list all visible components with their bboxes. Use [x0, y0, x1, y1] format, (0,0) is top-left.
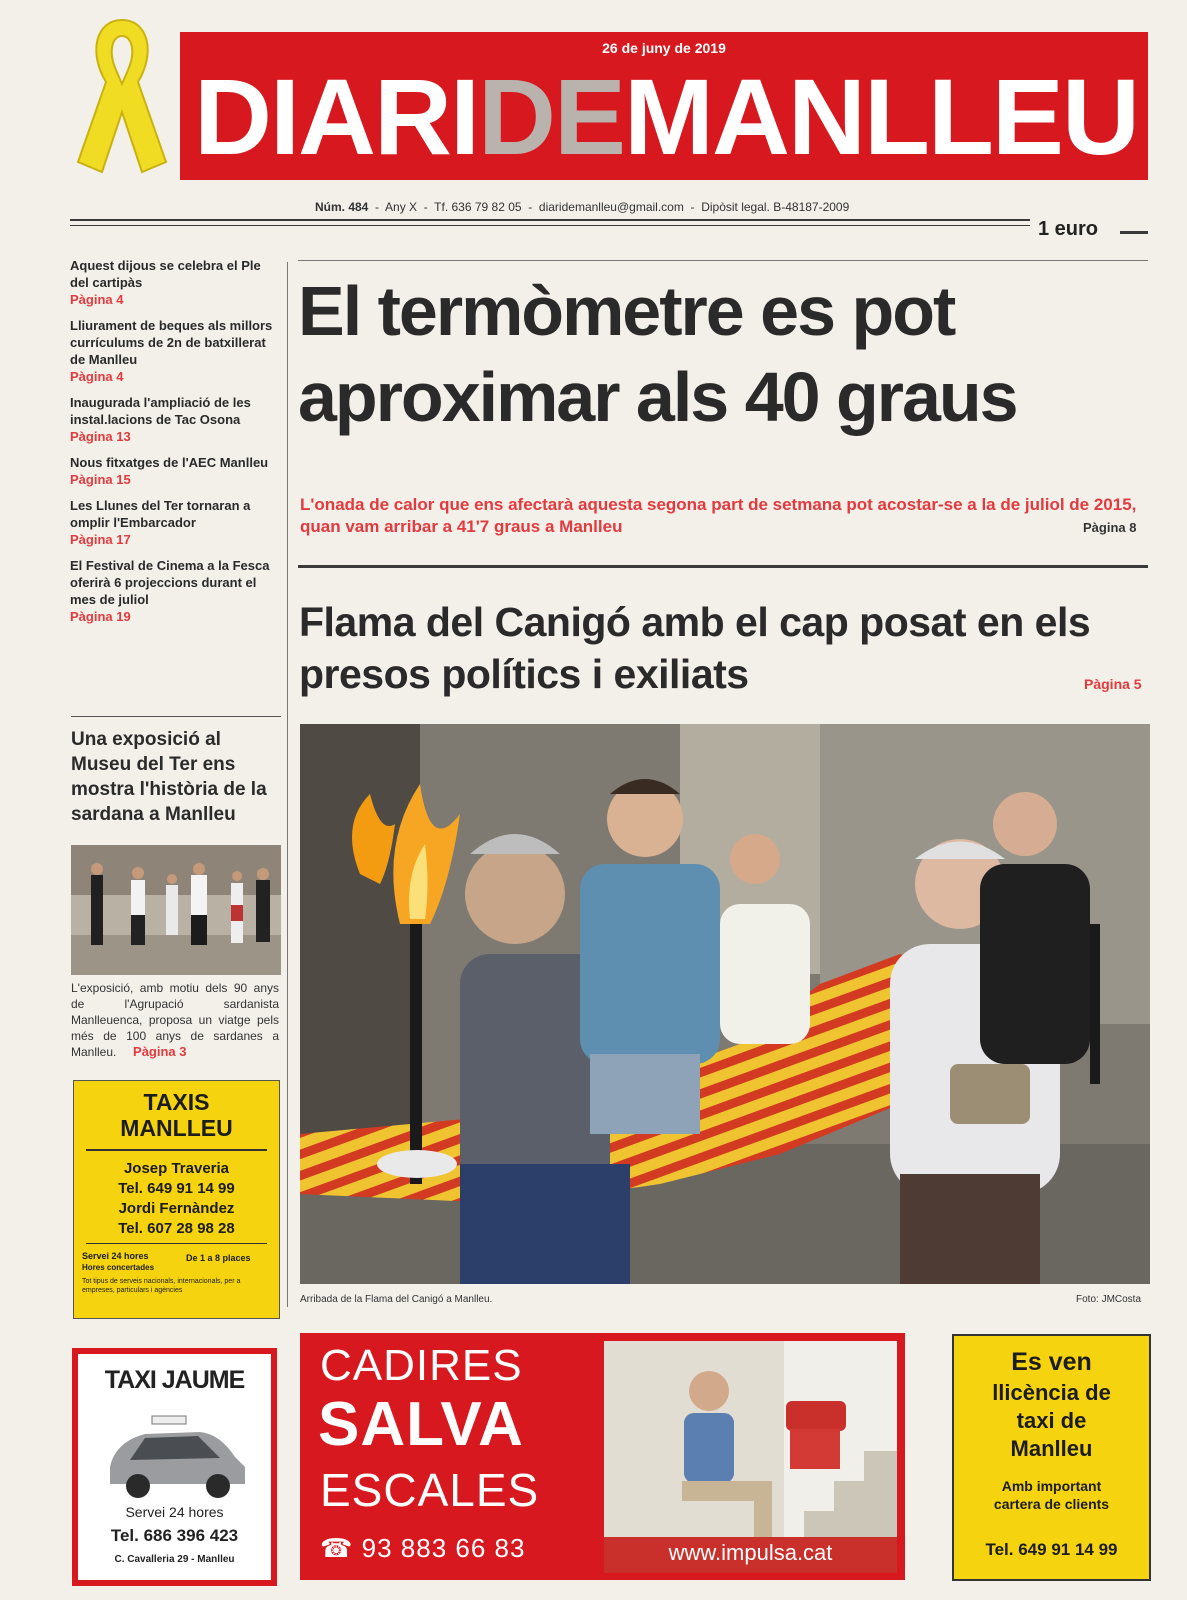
teaser-page: Pàgina 17	[70, 532, 131, 547]
teaser-text: Les Llunes del Ter tornaran a omplir l'Embarcador	[70, 498, 251, 530]
yellow-ribbon-icon	[66, 12, 178, 184]
jaume-service: Servei 24 hores	[125, 1504, 224, 1520]
teaser[interactable]	[70, 497, 280, 548]
cadires-line3: ESCALES	[320, 1464, 540, 1516]
teaser-page: Pàgina 4	[70, 292, 124, 307]
photo-credit: Foto: JMCosta	[1076, 1294, 1142, 1305]
teaser[interactable]	[70, 394, 280, 445]
teaser-text: Lliurament de beques als millors currículums de 2n de batxillerat de Manlleu	[70, 318, 273, 367]
lead-page: Pàgina 8	[1083, 520, 1137, 535]
sardana-dancers-image	[71, 845, 281, 975]
driver-name-2: Jordi Fernàndez	[118, 1200, 235, 1217]
es-ven-llicencia-ad[interactable]	[952, 1334, 1151, 1581]
section-rule	[298, 565, 1148, 568]
feature-body-text: L'exposició, amb motiu dels 90 anys de l'Agrupació sardanista Manlleuenca, proposa un viatge pels més de 100 anys de sardanes a Manlleu.	[71, 981, 279, 1059]
driver-tel-2: Tel. 607 28 98 28	[118, 1220, 235, 1237]
cadires-line1: CADIRES	[320, 1341, 523, 1390]
issue-email: diaridemanlleu@gmail.com	[538, 200, 684, 214]
teaser[interactable]	[70, 454, 280, 488]
esven-line4: Manlleu	[1010, 1436, 1093, 1461]
issue-phone: Tf. 636 79 82 05	[434, 200, 522, 214]
teaser[interactable]	[70, 257, 280, 308]
ad-divider	[86, 1243, 267, 1244]
cadires-line2: SALVA	[318, 1390, 524, 1459]
cadires-salva-escales-ad[interactable]	[300, 1333, 905, 1580]
masthead-rule-2	[70, 225, 1030, 226]
title-part-diari: DIARI	[194, 56, 478, 177]
photo-caption: Arribada de la Flama del Canigó a Manlleu.	[300, 1294, 493, 1305]
cadires-web: www.impulsa.cat	[668, 1540, 833, 1565]
teaser-text: Aquest dijous se celebra el Ple del cartipàs	[70, 258, 261, 290]
taxi-jaume-title: TAXI JAUME	[104, 1366, 245, 1394]
esven-line1: Es ven	[1011, 1348, 1092, 1376]
service-hours: Servei 24 hores	[82, 1251, 149, 1261]
price-rule	[1120, 231, 1148, 234]
feature-body	[71, 980, 279, 1060]
teaser-text: El Festival de Cinema a la Fesca oferirà 6 projeccions durant el mes de juliol	[70, 558, 270, 607]
stairlift-image	[604, 1341, 897, 1573]
service-types: Tot tipus de serveis nacionals, internacionals, per a empreses, particulars i agències	[82, 1278, 241, 1294]
lead-rule	[298, 260, 1148, 261]
taxi-car-icon	[100, 1412, 250, 1502]
second-headline[interactable]: Flama del Canigó amb el cap posat en els presos polítics i exiliats	[299, 599, 1091, 697]
teaser[interactable]	[70, 557, 280, 625]
feature-headline[interactable]: Una exposició al Museu del Ter ens mostra l'història de la sardana a Manlleu	[71, 729, 267, 825]
lead-headline[interactable]: El termòmetre es pot aproximar als 40 graus	[298, 272, 1017, 436]
legal-deposit: Dipòsit legal. B-48187-2009	[701, 200, 850, 214]
issue-date: 26 de juny de 2019	[602, 40, 726, 56]
sidebar-teasers	[70, 257, 280, 634]
seats-info: De 1 a 8 places	[186, 1253, 251, 1263]
masthead-rule	[70, 219, 1030, 221]
jaume-address: C. Cavalleria 29 - Manlleu	[114, 1554, 235, 1565]
teaser-text: Nous fitxatges de l'AEC Manlleu	[70, 455, 269, 470]
ad-divider	[86, 1149, 267, 1151]
esven-tel: Tel. 649 91 14 99	[985, 1540, 1118, 1559]
sidebar-rule	[71, 716, 281, 717]
issue-year: Any X	[385, 200, 418, 214]
second-page: Pàgina 5	[1084, 676, 1142, 692]
taxis-manlleu-ad[interactable]	[73, 1080, 280, 1319]
taxi-jaume-ad[interactable]	[72, 1348, 277, 1586]
teaser-page: Pàgina 19	[70, 609, 131, 624]
column-divider	[287, 262, 288, 1307]
feature-page: Pàgina 3	[133, 1044, 187, 1059]
teaser-page: Pàgina 15	[70, 472, 131, 487]
teaser-text: Inaugurada l'ampliació de les instal.lacions de Tac Osona	[70, 395, 251, 427]
flama-canigo-photo	[300, 724, 1150, 1284]
sardana-photo	[71, 845, 281, 975]
driver-tel-1: Tel. 649 91 14 99	[118, 1180, 235, 1197]
esven-sub2: cartera de clients	[993, 1496, 1110, 1512]
issue-info-line: Núm. 484 - Any X - Tf. 636 79 82 05 - diaridemanlleu@gmail.com - Dipòsit legal. B-48187-2009	[315, 200, 850, 214]
teaser-page: Pàgina 13	[70, 429, 131, 444]
taxis-title	[74, 1089, 279, 1141]
cadires-phone	[320, 1533, 525, 1564]
taxis-title-2: MANLLEU	[120, 1115, 233, 1141]
teaser[interactable]	[70, 317, 280, 385]
title-part-manlleu: MANLLEU	[624, 56, 1138, 177]
esven-sub1: Amb important	[1001, 1478, 1102, 1494]
price: 1 euro	[1038, 218, 1099, 240]
phone-icon: ☎	[320, 1533, 354, 1563]
newspaper-title	[194, 52, 1138, 182]
torch-procession-image	[300, 724, 1150, 1284]
esven-line2: llicència de	[992, 1380, 1111, 1405]
teaser-page: Pàgina 4	[70, 369, 124, 384]
cadires-phone-number: 93 883 66 83	[361, 1533, 526, 1563]
issue-number: Núm. 484	[315, 200, 369, 214]
esven-line3: taxi de	[1016, 1408, 1087, 1433]
lead-subhead: L'onada de calor que ens afectarà aquesta segona part de setmana pot acostar-se a la de juliol de 2015, quan vam arribar a 41'7 graus a Manlleu	[300, 495, 1137, 536]
jaume-tel: Tel. 686 396 423	[110, 1526, 239, 1545]
service-scheduled: Hores concertades	[82, 1263, 155, 1272]
stairlift-photo	[604, 1341, 897, 1573]
driver-name-1: Josep Traveria	[123, 1160, 230, 1177]
title-part-de: DE	[478, 56, 625, 177]
masthead	[180, 32, 1148, 180]
taxis-title-1: TAXIS	[143, 1089, 210, 1115]
